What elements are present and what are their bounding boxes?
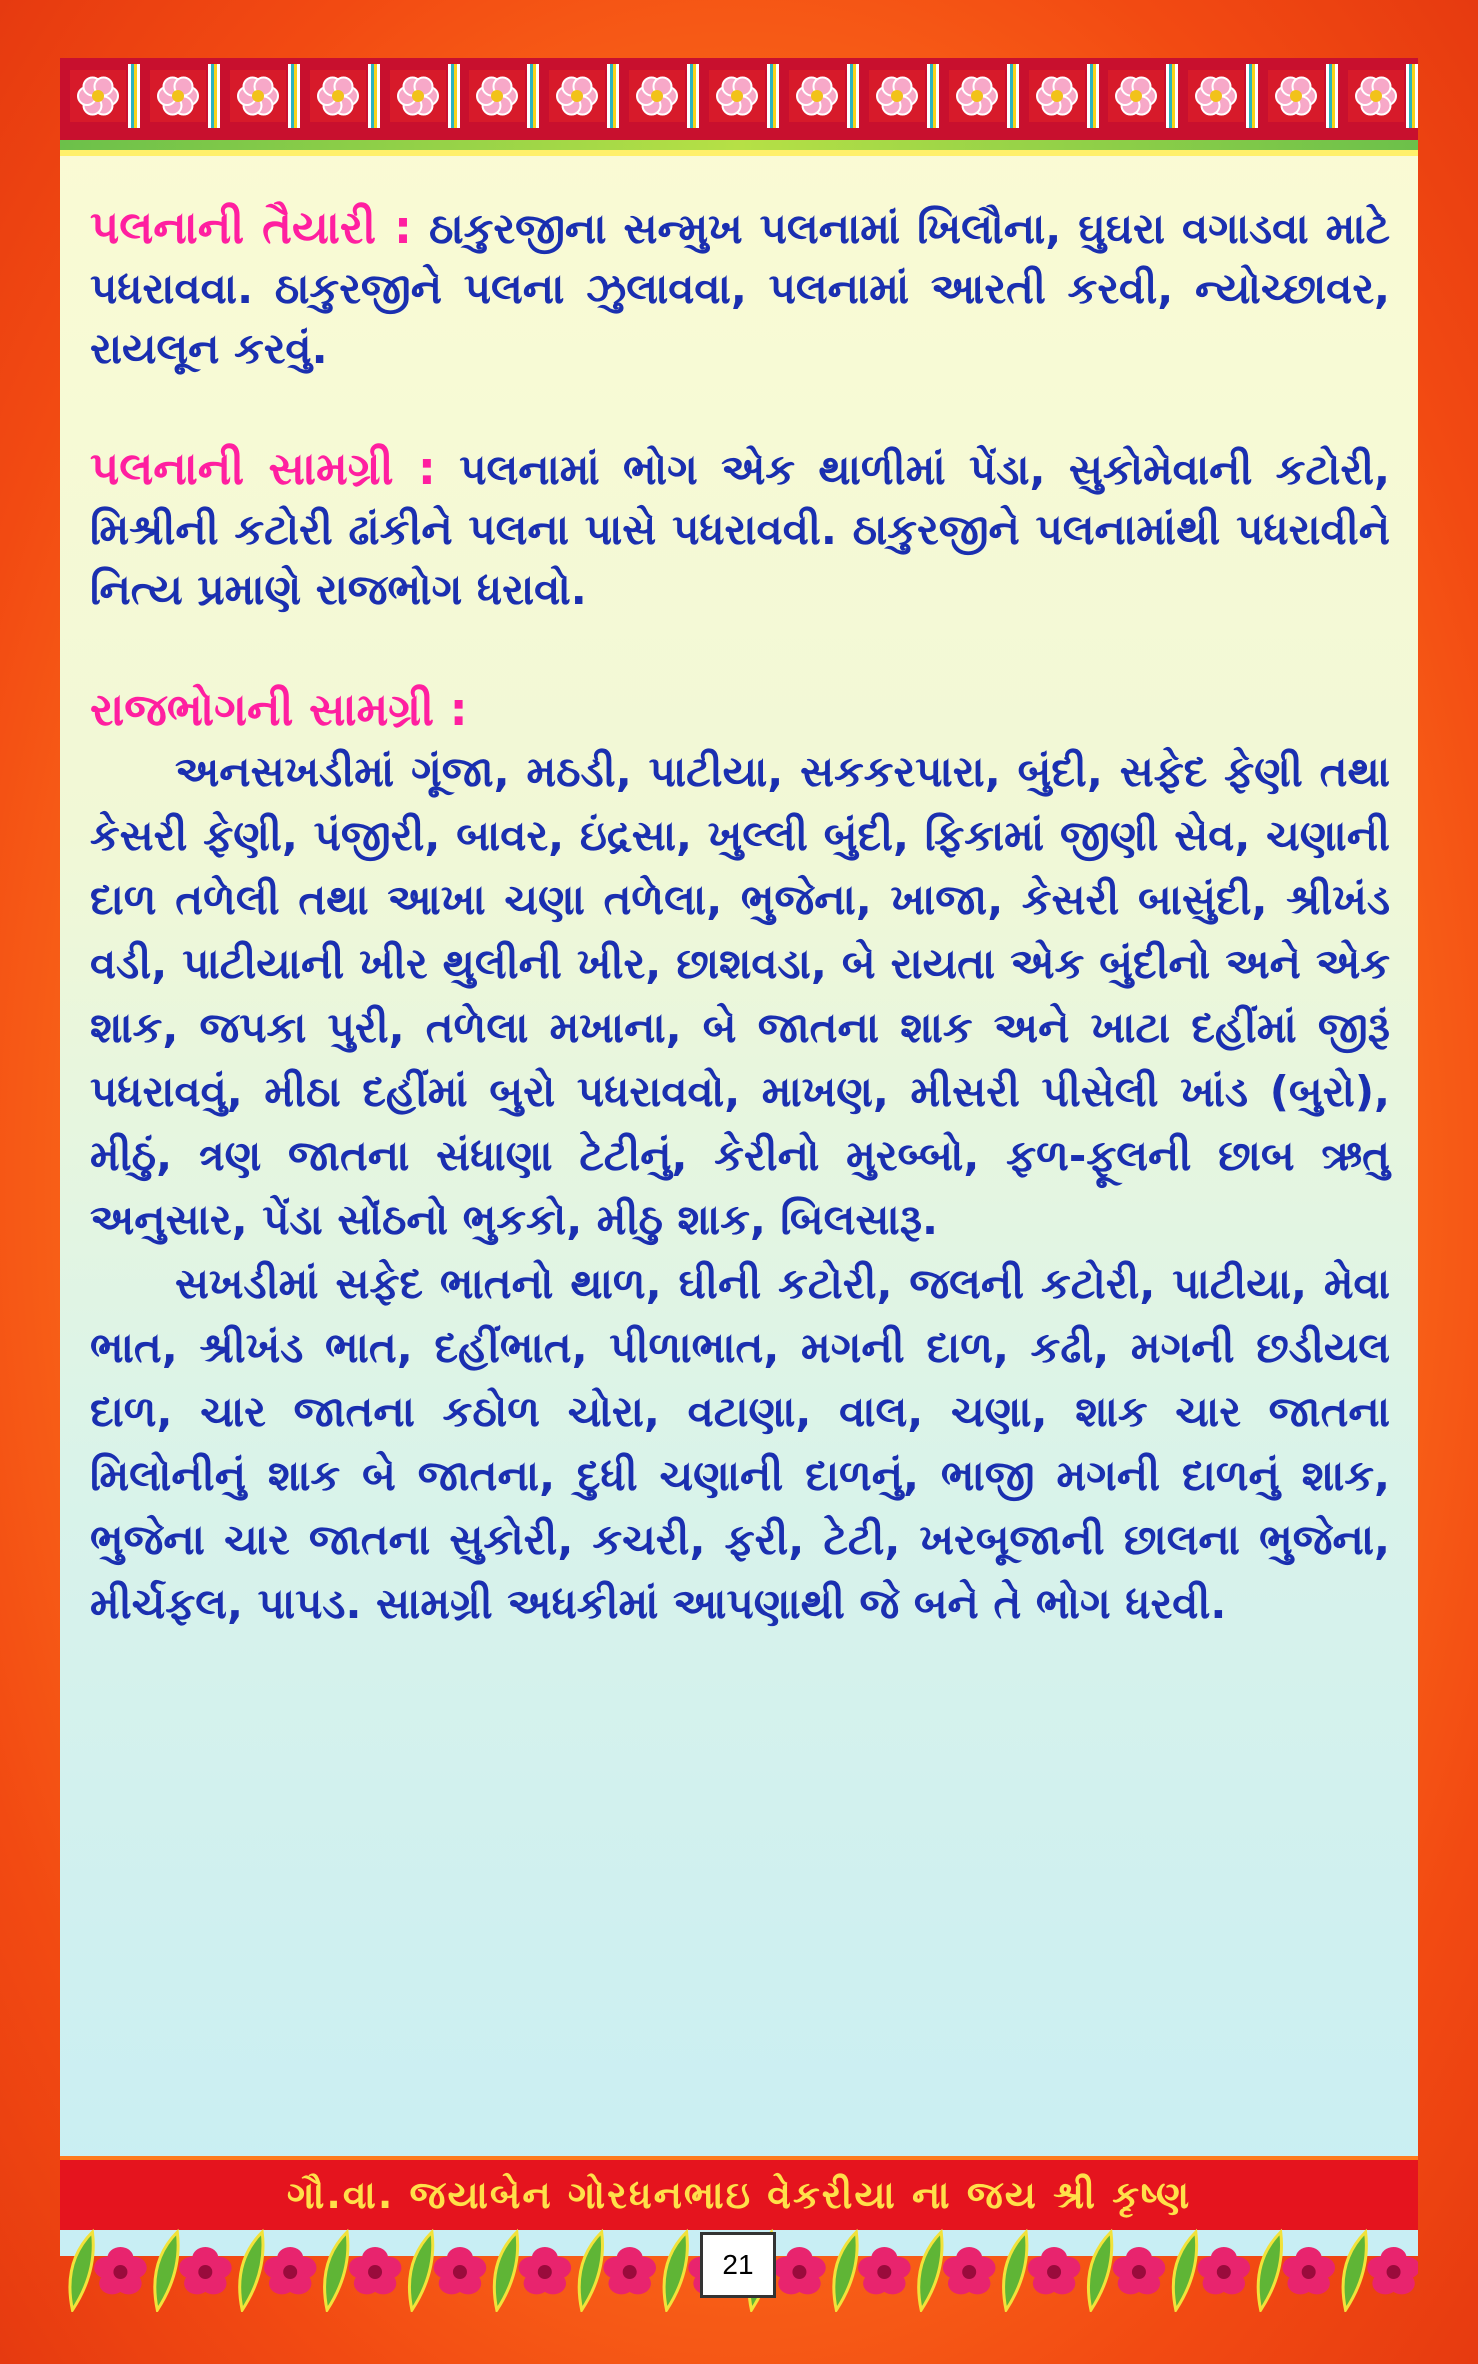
- flower-icon: [434, 2247, 487, 2294]
- flower-icon: [150, 70, 206, 122]
- flower-icon: [858, 2247, 911, 2294]
- leaf-icon: [325, 2232, 348, 2310]
- section-heading: પલનાની તૈયારી :: [90, 201, 413, 254]
- flower-icon: [1282, 2247, 1335, 2294]
- flower-icon: [94, 2247, 147, 2294]
- flower-icon: [70, 70, 126, 122]
- leaf-icon: [240, 2232, 263, 2310]
- leaf-icon: [409, 2232, 432, 2310]
- flower-icon: [469, 70, 525, 122]
- stripe-divider: [1166, 64, 1178, 128]
- stripe-divider: [527, 64, 539, 128]
- flower-icon: [179, 2247, 232, 2294]
- top-decorative-border: [60, 58, 1418, 140]
- stripe-divider: [1326, 64, 1338, 128]
- leaf-icon: [155, 2232, 178, 2310]
- content-panel: [60, 58, 1418, 2256]
- stripe-divider: [607, 64, 619, 128]
- flower-icon: [1028, 2247, 1081, 2294]
- rajbhog-paragraph-1: અનસખડીમાં ગૂંજા, મઠડી, પાટીયા, સકકરપારા, બુંદી, સફેદ ફેણી તથા કેસરી ફેણી, પંજીરી, બાવર, ઇંદ્રસા, ખુલ્લી બુંદી, ફિકામાં જીણી સેવ, ચણાની દાળ તળેલી તથા આખા ચણા તળેલા, ભુજેના, ખાજા, કેસરી બાસુંદી, શ્રીખંડ વડી, પાટીયાની ખીર થુલીની ખીર, છાશવડા, બે રાયતા એક બુંદીનો અને એક શાક, જપકા પુરી, તળેલા મખાના, બે જાતના શાક અને ખાટા દહીંમાં જીરૂં પધરાવવું, મીઠા દહીંમાં બુરો પધરાવવો, માખણ, મીસરી પીસેલી ખાંડ (બુરો), મીઠું, ત્રણ જાતના સંધાણા ટેટીનું, કેરીનો મુરબ્બો, ફળ-ફૂલની છાબ ઋતુ અનુસાર, પેંડા સોંઠનો ભુકકો, મીઠુ શાક, બિલસારૂ.: [90, 747, 1390, 1244]
- leaf-icon: [919, 2232, 942, 2310]
- flower-icon: [1113, 2247, 1166, 2294]
- flower-icon: [1029, 70, 1085, 122]
- flower-icon: [789, 70, 845, 122]
- stripe-divider: [1087, 64, 1099, 128]
- leaf-icon: [834, 2232, 857, 2310]
- flower-icon: [629, 70, 685, 122]
- stripe-divider: [368, 64, 380, 128]
- section-palna-samagri: [90, 439, 1390, 620]
- flower-icon: [1188, 70, 1244, 122]
- section-palna-taiyari: [90, 198, 1390, 379]
- flower-icon: [349, 2247, 402, 2294]
- leaf-icon: [1343, 2232, 1366, 2310]
- stripe-divider: [288, 64, 300, 128]
- stripe-divider: [687, 64, 699, 128]
- flower-icon: [1367, 2247, 1418, 2294]
- stripe-divider: [1406, 64, 1418, 128]
- rajbhog-paragraph-2: સખડીમાં સફેદ ભાતનો થાળ, ઘીની કટોરી, જલની કટોરી, પાટીયા, મેવા ભાત, શ્રીખંડ ભાત, દહીંભાત, પીળાભાત, મગની દાળ, કઢી, મગની છડીયલ દાળ, ચાર જાતના કઠોળ ચોરા, વટાણા, વાલ, ચણા, શાક ચાર જાતના મિલોનીનું શાક બે જાતના, દુધી ચણાની દાળનું, ભાજી મગની દાળનું શાક, ભુજેના ચાર જાતના સુકોરી, કચરી, ફરી, ટેટી, ખરબૂજાની છાલના ભુજેના, મીર્ચફલ, પાપડ. સામગ્રી અધકીમાં આપણાથી જે બને તે ભોગ ધરવી.: [90, 1259, 1390, 1628]
- divider-line: [60, 150, 1418, 156]
- leaf-icon: [70, 2232, 93, 2310]
- flower-icon: [264, 2247, 317, 2294]
- section-text: ઠાકુરજીના સન્મુખ પલનામાં ખિલૌના, ઘુઘરા વગાડવા માટે પધરાવવા. ઠાકુરજીને પલના ઝુલાવવા, પલનામાં આરતી કરવી, ન્યોચ્છાવર, રાયલૂન કરવું.: [90, 204, 1390, 373]
- stripe-divider: [1007, 64, 1019, 128]
- stripe-divider: [448, 64, 460, 128]
- flower-icon: [949, 70, 1005, 122]
- leaf-icon: [664, 2232, 687, 2310]
- flower-icon: [230, 70, 286, 122]
- leaf-icon: [1088, 2232, 1111, 2310]
- dedication-text: ગૌ.વા. જયાબેન ગોરધનભાઇ વેકરીયા ના જય શ્રી કૃષ્ણ: [286, 2172, 1192, 2217]
- page-number: [700, 2232, 776, 2298]
- dedication-banner: [60, 2156, 1418, 2230]
- rajbhog-title: રાજભોગની સામગ્રી :: [90, 683, 468, 736]
- flower-icon: [603, 2247, 656, 2294]
- leaf-icon: [1258, 2232, 1281, 2310]
- leaf-icon: [494, 2232, 517, 2310]
- stripe-divider: [847, 64, 859, 128]
- stripe-divider: [128, 64, 140, 128]
- flower-icon: [1268, 70, 1324, 122]
- flower-icon: [310, 70, 366, 122]
- leaf-icon: [1004, 2232, 1027, 2310]
- stripe-divider: [927, 64, 939, 128]
- flower-icon: [1348, 70, 1404, 122]
- leaf-icon: [579, 2232, 602, 2310]
- stripe-divider: [1246, 64, 1258, 128]
- section-text: પલનામાં ભોગ એક થાળીમાં પેંડા, સુકોમેવાની કટોરી, મિશ્રીની કટોરી ઢાંકીને પલના પાસે પધરાવવી. ઠાકુરજીને પલનામાંથી પધરાવીને નિત્ય પ્રમાણે રાજભોગ ધરાવો.: [90, 445, 1391, 614]
- stripe-divider: [767, 64, 779, 128]
- flower-icon: [518, 2247, 571, 2294]
- flower-icon: [1108, 70, 1164, 122]
- section-heading: પલનાની સામગ્રી :: [90, 442, 436, 495]
- flower-icon: [709, 70, 765, 122]
- page-content: [90, 198, 1390, 1636]
- divider-line: [60, 140, 1418, 150]
- flower-icon: [549, 70, 605, 122]
- page-number-text: 21: [722, 2249, 754, 2280]
- flower-icon: [390, 70, 446, 122]
- flower-icon: [869, 70, 925, 122]
- leaf-icon: [1173, 2232, 1196, 2310]
- stripe-divider: [208, 64, 220, 128]
- flower-icon: [1197, 2247, 1250, 2294]
- flower-icon: [773, 2247, 826, 2294]
- flower-icon: [943, 2247, 996, 2294]
